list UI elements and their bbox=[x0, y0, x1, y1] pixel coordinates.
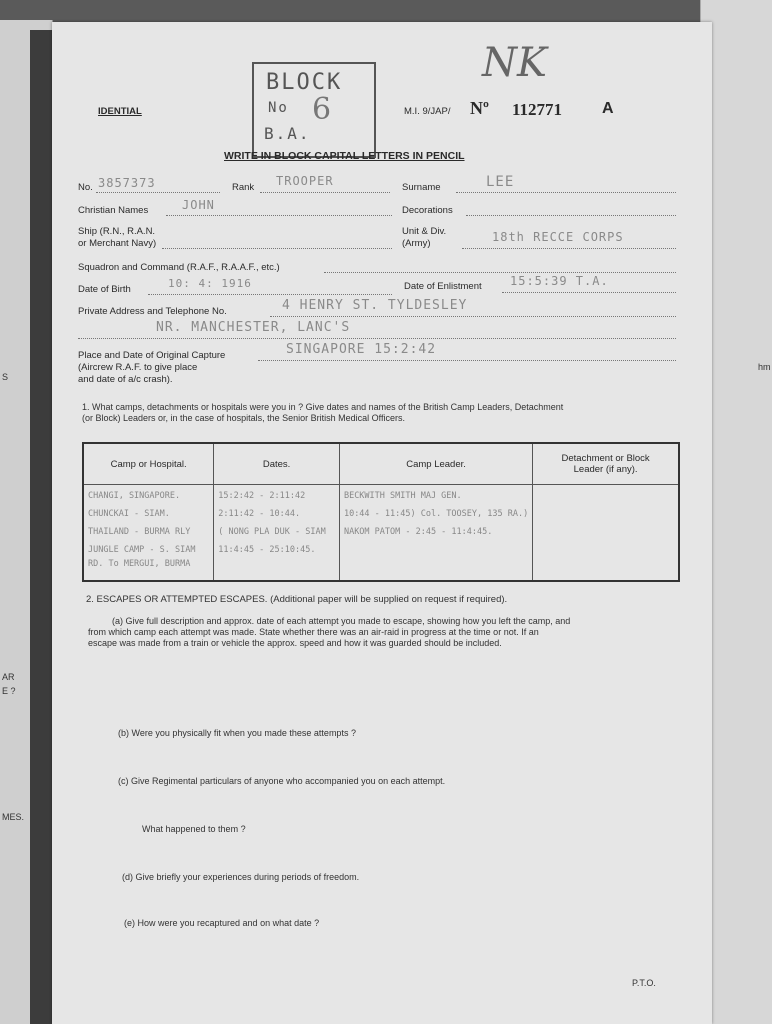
edge-text: S bbox=[2, 372, 9, 382]
ship-label: Ship (R.N., R.A.N. bbox=[78, 226, 156, 237]
address-label: Private Address and Telephone No. bbox=[78, 306, 227, 317]
question-2a-text: from which camp each attempt was made. State whether there was an air-raid in progress at the time or not. If an bbox=[88, 627, 539, 637]
capture-value: SINGAPORE 15:2:42 bbox=[286, 342, 437, 357]
no-label: No. bbox=[78, 182, 93, 193]
dob-value: 10: 4: 1916 bbox=[168, 277, 252, 290]
capture-label: and date of a/c crash). bbox=[78, 374, 173, 385]
table-cell: 2:11:42 - 10:44. bbox=[218, 509, 301, 519]
edge-text: E ? bbox=[2, 686, 16, 696]
question-2e-text: (e) How were you recaptured and on what date ? bbox=[124, 918, 320, 928]
instruction-heading: WRITE IN BLOCK CAPITAL LETTERS IN PENCIL bbox=[224, 150, 465, 162]
stamp-text: BLOCK bbox=[266, 70, 343, 95]
dob-label: Date of Birth bbox=[78, 284, 131, 295]
table-cell: CHANGI, SINGAPORE. bbox=[88, 491, 181, 501]
ship-label: or Merchant Navy) bbox=[78, 238, 157, 249]
table-row bbox=[83, 485, 679, 582]
table-cell: BECKWITH SMITH MAJ GEN. bbox=[343, 491, 462, 501]
form-number: 112771 bbox=[512, 100, 563, 119]
table-cell: 11:4:45 - 25:10:45. bbox=[218, 545, 316, 555]
table-cell: ( NONG PLA DUK - SIAM bbox=[218, 527, 326, 537]
edge-text: MES. bbox=[2, 812, 25, 822]
enlistment-value: 15:5:39 T.A. bbox=[510, 274, 609, 288]
surname-value: LEE bbox=[486, 174, 515, 190]
enlistment-label: Date of Enlistment bbox=[404, 281, 482, 292]
confidential-heading: IDENTIAL bbox=[98, 106, 142, 117]
table-cell: NAKOM PATOM - 2:45 - 11:4:45. bbox=[343, 527, 493, 537]
table-cell: THAILAND - BURMA RLY bbox=[88, 527, 191, 537]
edge-text: AR bbox=[2, 672, 15, 682]
rank-value: TROOPER bbox=[276, 174, 334, 188]
column-header: Camp or Hospital. bbox=[83, 443, 214, 485]
question-1-text: (or Block) Leaders or, in the case of hospitals, the Senior British Medical Officers. bbox=[82, 413, 405, 423]
unit-value: 18th RECCE CORPS bbox=[492, 230, 624, 244]
stamp-handwritten-digit: 6 bbox=[312, 92, 334, 127]
form-suffix: A bbox=[602, 100, 614, 117]
column-header: Camp Leader. bbox=[339, 443, 532, 485]
table-cell: CHUNCKAI - SIAM. bbox=[88, 509, 170, 519]
stamp-text: B.A. bbox=[264, 124, 311, 143]
unit-label: Unit & Div. bbox=[402, 226, 447, 237]
question-2c-followup: What happened to them ? bbox=[142, 824, 246, 834]
stamp-text: No bbox=[268, 100, 289, 116]
squadron-label: Squadron and Command (R.A.F., R.A.A.F., etc.) bbox=[78, 262, 280, 273]
form-code: M.I. 9/JAP/ bbox=[404, 106, 451, 117]
column-header: Dates. bbox=[214, 443, 340, 485]
column-header: Detachment or Block Leader (if any). bbox=[533, 443, 679, 485]
table-cell: 15:2:42 - 2:11:42 bbox=[218, 491, 306, 501]
form-page bbox=[52, 22, 712, 1024]
pto-note: P.T.O. bbox=[632, 978, 656, 988]
christian-names-value: JOHN bbox=[182, 198, 215, 212]
block-stamp bbox=[252, 62, 376, 158]
capture-label: (Aircrew R.A.F. to give place bbox=[78, 362, 198, 373]
form-number-prefix: Nº bbox=[470, 98, 489, 118]
camps-table bbox=[82, 442, 680, 582]
question-2c-text: (c) Give Regimental particulars of anyone who accompanied you on each attempt. bbox=[118, 776, 446, 786]
question-1-text: 1. What camps, detachments or hospitals were you in ? Give dates and names of the British Camp Leaders, Detachment bbox=[82, 402, 564, 412]
table-header-row bbox=[83, 443, 679, 485]
question-2a-text: (a) Give full description and approx. date of each attempt you made to escape, showing how you left the camp, and bbox=[112, 616, 571, 626]
christian-names-label: Christian Names bbox=[78, 205, 149, 216]
rank-label: Rank bbox=[232, 182, 255, 193]
unit-label: (Army) bbox=[402, 238, 431, 249]
table-cell: RD. To MERGUI, BURMA bbox=[88, 559, 191, 569]
capture-label: Place and Date of Original Capture bbox=[78, 350, 226, 361]
address-value: 4 HENRY ST. TYLDESLEY bbox=[282, 298, 468, 313]
question-2b-text: (b) Were you physically fit when you made these attempts ? bbox=[118, 728, 356, 738]
table-cell: 10:44 - 11:45) Col. TOOSEY, 135 RA.) bbox=[343, 509, 529, 519]
question-2a-text: escape was made from a train or vehicle the approx. speed and how it was guarded should be included. bbox=[88, 638, 502, 648]
no-value: 3857373 bbox=[98, 176, 156, 190]
handwritten-mark: NK bbox=[482, 40, 547, 86]
decorations-label: Decorations bbox=[402, 205, 453, 216]
surname-label: Surname bbox=[402, 182, 441, 193]
question-2-title: 2. ESCAPES OR ATTEMPTED ESCAPES. (Additional paper will be supplied on request if required). bbox=[86, 594, 508, 605]
table-cell: JUNGLE CAMP - S. SIAM bbox=[88, 545, 196, 555]
edge-text: hm bbox=[758, 362, 771, 372]
address-value: NR. MANCHESTER, LANC'S bbox=[156, 320, 351, 335]
question-2d-text: (d) Give briefly your experiences during periods of freedom. bbox=[122, 872, 360, 882]
